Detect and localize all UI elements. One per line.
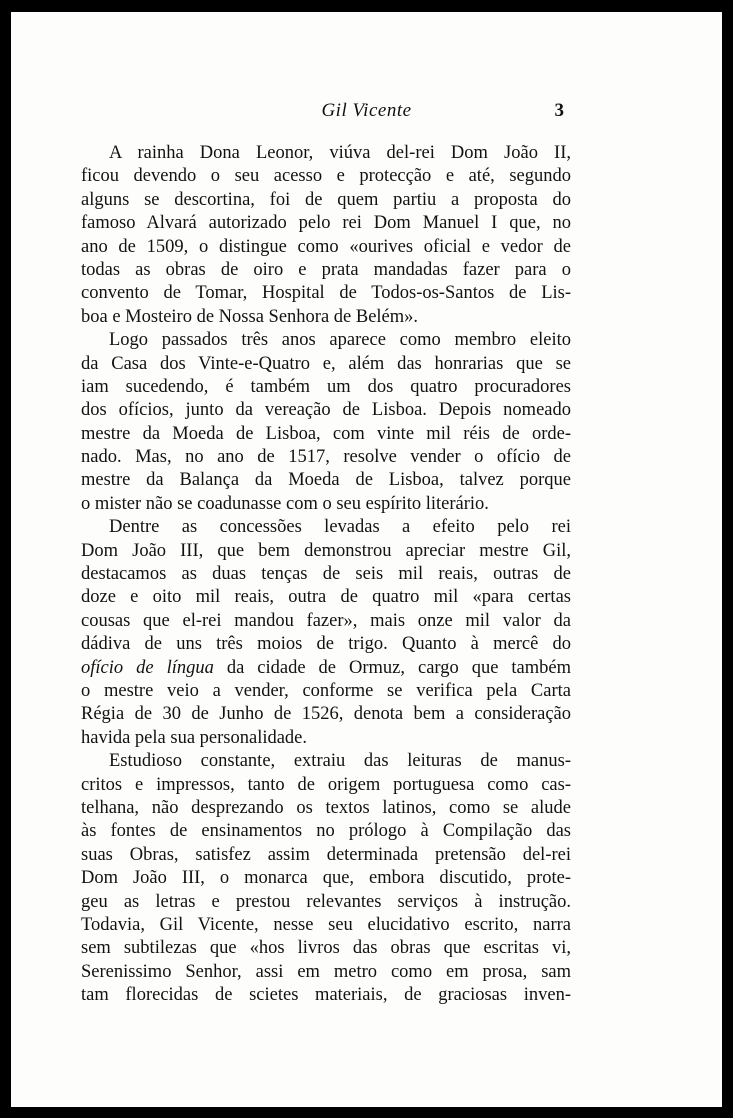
text-line: Todavia, Gil Vicente, nesse seu elucidativo escrito, narra — [81, 914, 571, 935]
text-line: dos ofícios, junto da vereação de Lisboa. Depois nomeado — [81, 400, 571, 421]
text-line: Dentre as concessões levadas a efeito pelo rei — [109, 517, 571, 538]
text-line: telhana, não desprezando os textos latinos, como se alude — [81, 797, 571, 818]
text-line: Dom João III, que bem demonstrou apreciar mestre Gil, — [81, 540, 571, 561]
text-line: convento de Tomar, Hospital de Todos-os-Santos de Lis- — [81, 283, 571, 304]
text-line: todas as obras de oiro e prata mandadas fazer para o — [81, 259, 571, 280]
text-line: destacamos as duas tenças de seis mil reais, outras de — [81, 564, 571, 585]
text-line: sem subtilezas que «hos livros das obras que escritas vi, — [81, 938, 571, 959]
text-line: às fontes de ensinamentos no prólogo à Compilação das — [81, 821, 571, 842]
text-line: Logo passados três anos aparece como membro eleito — [109, 330, 571, 351]
text-line: mestre da Moeda de Lisboa, com vinte mil réis de orde- — [81, 423, 571, 444]
running-title: Gil Vicente — [321, 100, 412, 121]
book-page — [11, 12, 722, 1107]
text-line-with-italic — [81, 657, 571, 680]
text-line: boa e Mosteiro de Nossa Senhora de Belém». — [81, 306, 419, 327]
text-line: alguns se descortina, foi de quem partiu a proposta do — [81, 189, 571, 210]
text-line: ano de 1509, o distingue como «ourives oficial e vedor de — [81, 236, 571, 257]
text-line: Serenissimo Senhor, assi em metro como em prosa, sam — [81, 961, 571, 982]
text-line: Régia de 30 de Junho de 1526, denota bem a consideração — [81, 704, 571, 725]
text-line: o mister não se coadunasse com o seu espírito literário. — [81, 493, 489, 514]
text-line: A rainha Dona Leonor, viúva del-rei Dom João II, — [109, 143, 571, 163]
text-line: critos e impressos, tanto de origem portuguesa como cas- — [81, 774, 571, 795]
text-line: tam florecidas de scietes materiais, de graciosas inven- — [81, 985, 571, 1006]
text-line: havida pela sua personalidade. — [81, 727, 308, 748]
text-line: dádiva de uns três moios de trigo. Quanto à mercê do — [81, 634, 571, 655]
text-line: Estudioso constante, extraiu das leituras de manus- — [109, 751, 571, 772]
text-line: mestre da Balança da Moeda de Lisboa, talvez porque — [81, 470, 571, 491]
text-line: iam sucedendo, é também um dos quatro procuradores — [81, 376, 571, 397]
italic-phrase: ofício de língua — [81, 657, 214, 678]
text-line: suas Obras, satisfez assim determinada pretensão del-rei — [81, 844, 571, 865]
text-line: nado. Mas, no ano de 1517, resolve vender o ofício de — [81, 447, 571, 468]
running-head — [11, 100, 722, 130]
body-text — [81, 142, 571, 1007]
text-line: da Casa dos Vinte-e-Quatro e, além das honrarias que se — [81, 353, 571, 374]
text-line: doze e oito mil reais, outra de quatro mil «para certas — [81, 587, 571, 608]
text-line: cousas que el-rei mandou fazer», mais onze mil valor da — [81, 610, 571, 631]
text-line: famoso Alvará autorizado pelo rei Dom Manuel I que, no — [81, 213, 571, 234]
text-line: o mestre veio a vender, conforme se verifica pela Carta — [81, 680, 571, 701]
text-line: ficou devendo o seu acesso e protecção e até, segundo — [81, 166, 571, 187]
text-line: geu as letras e prestou relevantes serviços à instrução. — [81, 891, 571, 912]
text-line: Dom João III, o monarca que, embora discutido, prote- — [81, 868, 571, 889]
text-line-rest: da cidade de Ormuz, cargo que também — [213, 657, 572, 678]
page-number: 3 — [554, 100, 564, 121]
